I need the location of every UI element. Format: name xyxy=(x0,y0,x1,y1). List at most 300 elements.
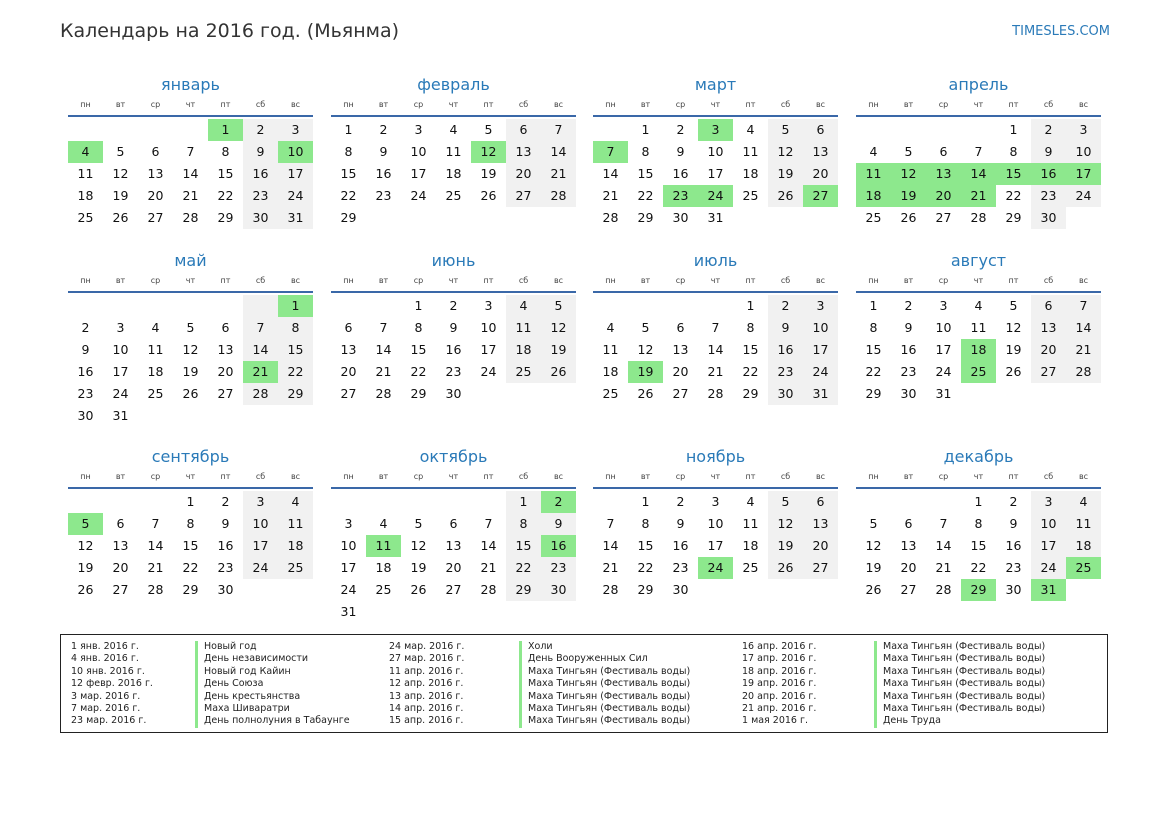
empty-cell xyxy=(471,601,506,623)
weekday-label: вт xyxy=(903,100,914,109)
empty-cell xyxy=(173,405,208,427)
day-cell: 10 xyxy=(112,342,129,357)
day-cell: 12 xyxy=(1005,320,1022,335)
month-block xyxy=(856,75,1101,229)
day-cell: 12 xyxy=(637,342,654,357)
day-cell: 22 xyxy=(217,188,234,203)
month-block xyxy=(856,447,1101,601)
empty-cell xyxy=(436,491,471,513)
month-block xyxy=(331,251,576,405)
day-cell: 4 xyxy=(151,320,160,335)
day-cell: 6 xyxy=(803,491,838,513)
day-cell: 28 xyxy=(243,383,278,405)
empty-cell xyxy=(593,295,628,317)
day-cell: 12 xyxy=(471,141,506,163)
day-cell: 16 xyxy=(77,364,94,379)
day-cell: 2 xyxy=(221,494,230,509)
weekday-label: пн xyxy=(605,472,616,481)
day-cell: 7 xyxy=(243,317,278,339)
weekday-label: пт xyxy=(745,100,756,109)
weekday-label: ср xyxy=(150,472,161,481)
day-cell: 2 xyxy=(449,298,458,313)
weekday-label: чт xyxy=(973,100,984,109)
day-cell: 19 xyxy=(628,361,663,383)
legend-holiday-name: Маха Тингьян (Фестиваль воды) xyxy=(519,666,690,678)
day-cell: 19 xyxy=(410,560,427,575)
day-cell: 9 xyxy=(81,342,90,357)
empty-cell xyxy=(856,491,891,513)
month-block xyxy=(593,251,838,405)
day-cell: 14 xyxy=(707,342,724,357)
day-cell: 25 xyxy=(742,188,759,203)
legend-holiday-name: День независимости xyxy=(195,653,308,665)
day-cell: 30 xyxy=(541,579,576,601)
day-cell: 5 xyxy=(1009,298,1018,313)
day-cell: 21 xyxy=(935,560,952,575)
weekday-label: вс xyxy=(553,472,564,481)
day-cell: 3 xyxy=(1031,491,1066,513)
day-cell: 18 xyxy=(1066,535,1101,557)
day-cell: 1 xyxy=(344,122,353,137)
day-cell: 1 xyxy=(746,298,755,313)
day-cell: 1 xyxy=(974,494,983,509)
day-cell: 31 xyxy=(278,207,313,229)
day-cell: 2 xyxy=(81,320,90,335)
day-cell: 29 xyxy=(742,386,759,401)
empty-cell xyxy=(506,601,541,623)
legend-holiday-name: Маха Тингьян (Фестиваль воды) xyxy=(874,703,1045,715)
weekday-label: ср xyxy=(150,276,161,285)
empty-cell xyxy=(173,119,208,141)
empty-cell xyxy=(436,207,471,229)
weekday-label: сб xyxy=(1043,276,1054,285)
day-cell: 4 xyxy=(869,144,878,159)
day-cell: 18 xyxy=(147,364,164,379)
legend-date: 15 апр. 2016 г. xyxy=(389,715,464,727)
empty-cell xyxy=(138,491,173,513)
day-cell: 30 xyxy=(243,207,278,229)
day-cell: 2 xyxy=(243,119,278,141)
empty-cell xyxy=(506,383,541,405)
weekday-label: сб xyxy=(1043,472,1054,481)
day-cell: 26 xyxy=(637,386,654,401)
day-cell: 9 xyxy=(1031,141,1066,163)
month-name: октябрь xyxy=(419,447,488,466)
month-block xyxy=(856,251,1101,405)
day-cell: 26 xyxy=(541,361,576,383)
day-cell: 1 xyxy=(506,491,541,513)
day-cell: 5 xyxy=(768,491,803,513)
weekday-label: сб xyxy=(255,276,266,285)
legend-holiday-name: Маха Тингьян (Фестиваль воды) xyxy=(519,715,690,727)
month-name: январь xyxy=(161,75,220,94)
month-block xyxy=(593,447,838,601)
day-cell: 9 xyxy=(1009,516,1018,531)
weekday-label: пт xyxy=(1008,100,1019,109)
day-cell: 26 xyxy=(768,185,803,207)
day-cell: 3 xyxy=(116,320,125,335)
empty-cell xyxy=(961,119,996,141)
day-cell: 9 xyxy=(676,144,685,159)
month-name: август xyxy=(950,251,1007,270)
day-cell: 30 xyxy=(672,582,689,597)
day-cell: 26 xyxy=(182,386,199,401)
day-cell: 5 xyxy=(414,516,423,531)
day-cell: 9 xyxy=(676,516,685,531)
weekday-label: пн xyxy=(80,100,91,109)
day-cell: 3 xyxy=(939,298,948,313)
weekday-header xyxy=(593,471,838,489)
day-cell: 2 xyxy=(676,122,685,137)
empty-cell xyxy=(471,207,506,229)
empty-cell xyxy=(366,601,401,623)
weekday-label: вс xyxy=(1078,100,1089,109)
weekday-label: пт xyxy=(483,276,494,285)
weekday-label: сб xyxy=(1043,100,1054,109)
day-cell: 23 xyxy=(77,386,94,401)
empty-cell xyxy=(68,491,103,513)
legend-holiday-name: День полнолуния в Табаунге xyxy=(195,715,350,727)
day-cell: 20 xyxy=(1031,339,1066,361)
day-cell: 23 xyxy=(1031,185,1066,207)
day-cell: 17 xyxy=(707,538,724,553)
month-block xyxy=(593,75,838,229)
weekday-label: сб xyxy=(780,472,791,481)
weekday-label: пн xyxy=(605,100,616,109)
day-cell: 8 xyxy=(344,144,353,159)
empty-cell xyxy=(541,383,576,405)
day-cell: 4 xyxy=(746,122,755,137)
weekday-header xyxy=(68,275,313,293)
page-title: Календарь на 2016 год. (Мьянма) xyxy=(60,20,400,42)
day-cell: 16 xyxy=(1031,163,1066,185)
day-cell: 1 xyxy=(869,298,878,313)
day-cell: 29 xyxy=(410,386,427,401)
day-cell: 13 xyxy=(803,513,838,535)
day-cell: 11 xyxy=(77,166,94,181)
day-cell: 16 xyxy=(768,339,803,361)
weekday-label: пт xyxy=(745,472,756,481)
day-cell: 25 xyxy=(865,210,882,225)
day-cell: 31 xyxy=(112,408,129,423)
day-cell: 19 xyxy=(1005,342,1022,357)
day-cell: 7 xyxy=(541,119,576,141)
empty-cell xyxy=(996,383,1031,405)
day-cell: 26 xyxy=(410,582,427,597)
day-cell: 11 xyxy=(506,317,541,339)
day-cell: 3 xyxy=(414,122,423,137)
day-cell: 30 xyxy=(768,383,803,405)
empty-cell xyxy=(208,405,243,427)
day-cell: 18 xyxy=(961,339,996,361)
day-cell: 28 xyxy=(707,386,724,401)
legend-date: 13 апр. 2016 г. xyxy=(389,690,464,702)
day-cell: 24 xyxy=(112,386,129,401)
day-cell: 3 xyxy=(1066,119,1101,141)
weekday-label: чт xyxy=(185,472,196,481)
day-cell: 22 xyxy=(278,361,313,383)
day-cell: 25 xyxy=(506,361,541,383)
weekday-label: вт xyxy=(378,100,389,109)
month-block xyxy=(68,251,313,427)
day-cell: 4 xyxy=(974,298,983,313)
day-cell: 24 xyxy=(480,364,497,379)
day-cell: 27 xyxy=(1031,361,1066,383)
legend-holiday-name: Маха Тингьян (Фестиваль воды) xyxy=(874,678,1045,690)
day-cell: 24 xyxy=(698,185,733,207)
day-cell: 17 xyxy=(803,339,838,361)
weekday-label: ср xyxy=(413,276,424,285)
day-cell: 18 xyxy=(856,185,891,207)
day-cell: 27 xyxy=(340,386,357,401)
day-cell: 10 xyxy=(480,320,497,335)
day-cell: 21 xyxy=(961,185,996,207)
weekday-header xyxy=(68,471,313,489)
legend-date: 1 мая 2016 г. xyxy=(742,715,808,727)
legend-holiday-name: Маха Тингьян (Фестиваль воды) xyxy=(874,641,1045,653)
empty-cell xyxy=(593,119,628,141)
day-cell: 28 xyxy=(602,210,619,225)
day-cell: 9 xyxy=(243,141,278,163)
day-cell: 22 xyxy=(865,364,882,379)
day-cell: 24 xyxy=(935,364,952,379)
day-cell: 13 xyxy=(672,342,689,357)
day-cell: 27 xyxy=(672,386,689,401)
day-cell: 18 xyxy=(77,188,94,203)
day-cell: 6 xyxy=(803,119,838,141)
day-cell: 8 xyxy=(746,320,755,335)
day-cell: 23 xyxy=(243,185,278,207)
month-name: февраль xyxy=(417,75,490,94)
weekday-label: пн xyxy=(868,276,879,285)
legend-date: 16 апр. 2016 г. xyxy=(742,641,817,652)
weekday-label: вт xyxy=(115,100,126,109)
day-cell: 27 xyxy=(803,185,838,207)
day-cell: 8 xyxy=(641,144,650,159)
day-cell: 20 xyxy=(926,185,961,207)
day-cell: 5 xyxy=(116,144,125,159)
day-cell: 25 xyxy=(602,386,619,401)
day-cell: 9 xyxy=(449,320,458,335)
day-cell: 23 xyxy=(672,560,689,575)
day-cell: 28 xyxy=(182,210,199,225)
day-cell: 11 xyxy=(856,163,891,185)
empty-cell xyxy=(278,579,313,601)
day-cell: 20 xyxy=(803,163,838,185)
day-cell: 15 xyxy=(506,535,541,557)
day-cell: 16 xyxy=(1005,538,1022,553)
day-cell: 7 xyxy=(1066,295,1101,317)
day-cell: 12 xyxy=(541,317,576,339)
weekday-label: ср xyxy=(413,472,424,481)
day-cell: 19 xyxy=(480,166,497,181)
day-cell: 1 xyxy=(1009,122,1018,137)
day-cell: 17 xyxy=(480,342,497,357)
empty-cell xyxy=(856,119,891,141)
day-cell: 18 xyxy=(742,538,759,553)
empty-cell xyxy=(768,579,803,601)
day-cell: 19 xyxy=(77,560,94,575)
weekday-label: сб xyxy=(518,276,529,285)
legend-holiday-name: День крестьянства xyxy=(195,691,300,703)
empty-cell xyxy=(243,405,278,427)
day-cell: 18 xyxy=(375,560,392,575)
weekday-label: ср xyxy=(675,276,686,285)
weekday-label: пт xyxy=(220,100,231,109)
day-cell: 14 xyxy=(182,166,199,181)
empty-cell xyxy=(138,295,173,317)
weekday-label: вт xyxy=(640,100,651,109)
weekday-label: сб xyxy=(780,276,791,285)
weekday-label: чт xyxy=(710,472,721,481)
empty-cell xyxy=(1066,207,1101,229)
empty-cell xyxy=(1031,383,1066,405)
weekday-label: вс xyxy=(290,276,301,285)
day-cell: 21 xyxy=(602,188,619,203)
day-cell: 31 xyxy=(1031,579,1066,601)
weekday-label: вт xyxy=(640,472,651,481)
month-name: май xyxy=(174,251,207,270)
legend-holiday-name: Холи xyxy=(519,641,553,653)
day-cell: 8 xyxy=(506,513,541,535)
weekday-label: пн xyxy=(80,472,91,481)
weekday-label: пн xyxy=(343,472,354,481)
month-name: июнь xyxy=(431,251,476,270)
day-cell: 11 xyxy=(742,144,759,159)
day-cell: 14 xyxy=(602,538,619,553)
weekday-label: пн xyxy=(343,100,354,109)
day-cell: 10 xyxy=(410,144,427,159)
weekday-label: пт xyxy=(1008,276,1019,285)
day-cell: 16 xyxy=(541,535,576,557)
day-cell: 2 xyxy=(541,491,576,513)
day-cell: 20 xyxy=(340,364,357,379)
empty-cell xyxy=(628,295,663,317)
empty-cell xyxy=(366,207,401,229)
day-cell: 4 xyxy=(506,295,541,317)
day-cell: 8 xyxy=(1009,144,1018,159)
weekday-label: сб xyxy=(518,100,529,109)
day-cell: 3 xyxy=(278,119,313,141)
brand-link[interactable]: TIMESLES.COM xyxy=(1012,24,1110,39)
empty-cell xyxy=(436,601,471,623)
weekday-label: пт xyxy=(483,472,494,481)
day-cell: 2 xyxy=(379,122,388,137)
empty-cell xyxy=(471,491,506,513)
day-cell: 13 xyxy=(147,166,164,181)
empty-cell xyxy=(401,207,436,229)
day-cell: 25 xyxy=(375,582,392,597)
day-cell: 28 xyxy=(970,210,987,225)
day-grid xyxy=(68,295,313,427)
empty-cell xyxy=(401,491,436,513)
legend-date: 3 мар. 2016 г. xyxy=(71,690,141,702)
weekday-header xyxy=(331,471,576,489)
weekday-label: сб xyxy=(518,472,529,481)
day-cell: 17 xyxy=(112,364,129,379)
weekday-label: вс xyxy=(1078,276,1089,285)
day-grid xyxy=(593,295,838,405)
legend-holiday-name: Маха Тингьян (Фестиваль воды) xyxy=(519,691,690,703)
day-cell: 13 xyxy=(217,342,234,357)
legend-holiday-name: Новый год xyxy=(195,641,257,653)
day-grid xyxy=(856,295,1101,405)
weekday-header xyxy=(856,99,1101,117)
day-cell: 11 xyxy=(445,144,462,159)
day-cell: 20 xyxy=(147,188,164,203)
day-cell: 21 xyxy=(707,364,724,379)
month-name: июль xyxy=(693,251,738,270)
day-cell: 15 xyxy=(278,339,313,361)
day-cell: 27 xyxy=(506,185,541,207)
weekday-header xyxy=(856,275,1101,293)
day-cell: 26 xyxy=(900,210,917,225)
day-cell: 10 xyxy=(1031,513,1066,535)
day-cell: 19 xyxy=(112,188,129,203)
day-cell: 11 xyxy=(366,535,401,557)
day-cell: 29 xyxy=(182,582,199,597)
weekday-label: чт xyxy=(710,276,721,285)
weekday-label: чт xyxy=(973,276,984,285)
legend-date: 12 февр. 2016 г. xyxy=(71,678,153,690)
weekday-label: ср xyxy=(675,472,686,481)
day-cell: 17 xyxy=(935,342,952,357)
day-cell: 28 xyxy=(935,582,952,597)
day-cell: 14 xyxy=(243,339,278,361)
weekday-header xyxy=(856,471,1101,489)
day-cell: 21 xyxy=(243,361,278,383)
day-cell: 14 xyxy=(480,538,497,553)
empty-cell xyxy=(803,207,838,229)
day-cell: 6 xyxy=(676,320,685,335)
legend-holiday-name: Маха Тингьян (Фестиваль воды) xyxy=(519,678,690,690)
day-grid xyxy=(593,119,838,229)
month-name: декабрь xyxy=(943,447,1014,466)
weekday-label: пт xyxy=(220,276,231,285)
legend-holiday-name: День Вооруженных Сил xyxy=(519,653,648,665)
day-cell: 20 xyxy=(445,560,462,575)
empty-cell xyxy=(733,207,768,229)
month-block xyxy=(68,75,313,229)
day-cell: 9 xyxy=(904,320,913,335)
day-cell: 6 xyxy=(151,144,160,159)
day-cell: 6 xyxy=(449,516,458,531)
weekday-label: пт xyxy=(220,472,231,481)
day-cell: 22 xyxy=(506,557,541,579)
day-cell: 17 xyxy=(278,163,313,185)
legend-holiday-name: Маха Тингьян (Фестиваль воды) xyxy=(874,666,1045,678)
day-cell: 11 xyxy=(1066,513,1101,535)
day-cell: 12 xyxy=(768,141,803,163)
day-cell: 21 xyxy=(182,188,199,203)
day-cell: 18 xyxy=(742,166,759,181)
weekday-label: чт xyxy=(185,276,196,285)
day-grid xyxy=(68,491,313,601)
day-cell: 23 xyxy=(663,185,698,207)
day-cell: 27 xyxy=(803,557,838,579)
day-cell: 16 xyxy=(445,342,462,357)
weekday-label: вт xyxy=(640,276,651,285)
day-cell: 14 xyxy=(961,163,996,185)
weekday-label: ср xyxy=(938,100,949,109)
day-cell: 15 xyxy=(217,166,234,181)
day-cell: 10 xyxy=(1066,141,1101,163)
empty-cell xyxy=(803,579,838,601)
day-cell: 28 xyxy=(147,582,164,597)
day-cell: 26 xyxy=(768,557,803,579)
holiday-legend xyxy=(60,634,1108,733)
day-cell: 25 xyxy=(961,361,996,383)
